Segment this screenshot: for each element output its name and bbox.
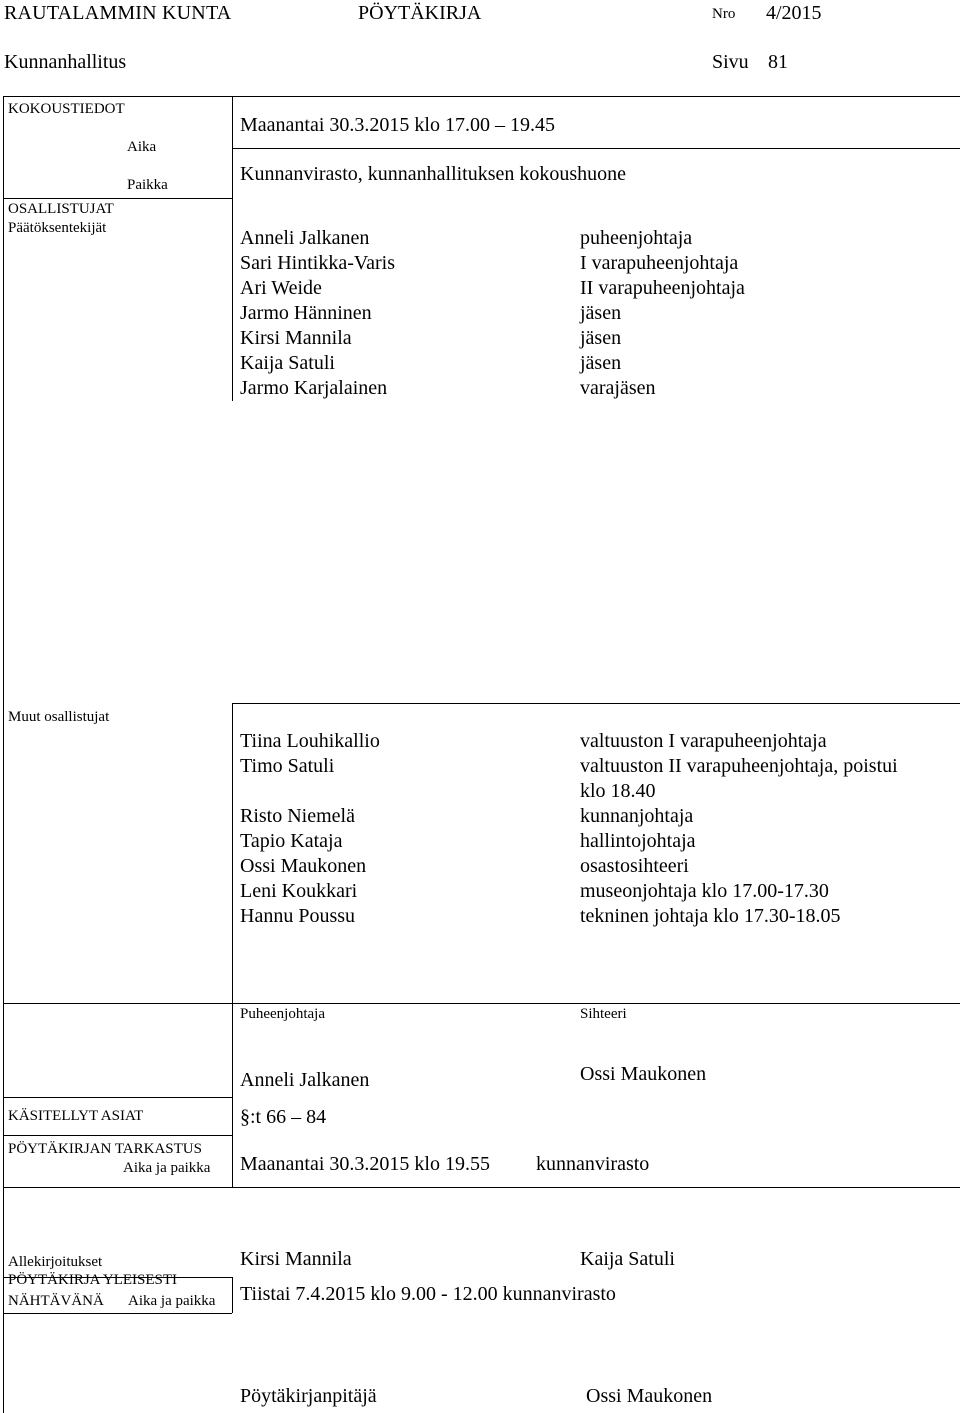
time-underline: [232, 148, 960, 149]
paatoksentekijat-label: Päätöksentekijät: [8, 220, 107, 236]
osallistujat-label: OSALLISTUJAT: [8, 201, 114, 217]
members-names: [240, 226, 395, 401]
other-role: kunnanjohtaja: [580, 805, 694, 827]
member-name: Kirsi Mannila: [240, 327, 352, 349]
time-label: Aika: [127, 139, 157, 155]
other-name: [240, 779, 380, 804]
other-role: museonjohtaja klo 17.00-17.30: [580, 880, 829, 902]
other-role: valtuuston II varapuheenjohtaja, poistui: [580, 755, 898, 777]
member-role: I varapuheenjohtaja: [580, 252, 739, 274]
yleisesti-label-1: PÖYTÄKIRJA YLEISESTI: [8, 1272, 178, 1288]
divider-signature: [232, 1003, 233, 1097]
member-role: varajäsen: [580, 377, 656, 399]
member-name: Kaija Satuli: [240, 352, 335, 374]
member-role: jäsen: [580, 302, 622, 324]
page-number: 81: [768, 51, 788, 73]
member-role: jäsen: [580, 352, 622, 374]
signer-2: Kaija Satuli: [580, 1248, 675, 1270]
divider-review: [232, 1097, 233, 1187]
public-bottom-line: [3, 1313, 232, 1314]
other-name: Risto Niemelä: [240, 805, 355, 827]
other-role: tekninen johtaja klo 17.30-18.05: [580, 905, 841, 927]
other-role: klo 18.40: [580, 780, 656, 802]
other-name: Ossi Maukonen: [240, 855, 367, 877]
tarkastus-time: Maanantai 30.3.2015 klo 19.55: [240, 1153, 490, 1175]
other-role: hallintojohtaja: [580, 830, 696, 852]
meeting-place: Kunnanvirasto, kunnanhallituksen kokoushuone: [240, 163, 627, 185]
muut-osallistujat-label: Muut osallistujat: [8, 709, 110, 725]
kasitellyt-asiat-value: §:t 66 – 84: [240, 1106, 327, 1128]
chair-name: Anneli Jalkanen: [240, 1069, 370, 1091]
other-role: osastosihteeri: [580, 855, 689, 877]
divider-public: [232, 1277, 233, 1313]
member-role: II varapuheenjohtaja: [580, 277, 745, 299]
nro-label: Nro: [712, 6, 736, 22]
other-role: valtuuston I varapuheenjohtaja: [580, 730, 827, 752]
member-name: Ari Weide: [240, 277, 322, 299]
place-label: Paikka: [127, 177, 168, 193]
divider-muut: [232, 703, 233, 1003]
allekirjoitukset-label: Allekirjoitukset: [8, 1254, 103, 1270]
tarkastus-label: PÖYTÄKIRJAN TARKASTUS: [8, 1141, 202, 1157]
document-type: PÖYTÄKIRJA: [358, 2, 482, 24]
member-role: jäsen: [580, 327, 622, 349]
secretary-name: Ossi Maukonen: [580, 1063, 707, 1085]
yleisesti-value: Tiistai 7.4.2015 klo 9.00 - 12.00 kunnanvirasto: [240, 1283, 616, 1305]
municipality-name: RAUTALAMMIN KUNTA: [4, 2, 232, 24]
member-name: Anneli Jalkanen: [240, 227, 370, 249]
meeting-time: Maanantai 30.3.2015 klo 17.00 – 19.45: [240, 114, 555, 136]
page-label: Sivu: [712, 51, 749, 73]
top-border: [3, 96, 960, 97]
yleisesti-label-2: NÄHTÄVÄNÄ: [8, 1293, 104, 1309]
osallistujat-top-line: [3, 198, 232, 199]
member-role: puheenjohtaja: [580, 227, 693, 249]
chair-label: Puheenjohtaja: [240, 1006, 325, 1022]
kokoustiedot-label: KOKOUSTIEDOT: [8, 101, 125, 117]
kasitellyt-asiat-label: KÄSITELLYT ASIAT: [8, 1108, 144, 1124]
other-name: Timo Satuli: [240, 755, 335, 777]
left-border: [3, 96, 4, 1413]
member-name: Jarmo Karjalainen: [240, 377, 388, 399]
members-roles: [580, 226, 745, 401]
review-bottom-line: [3, 1187, 960, 1188]
secretary-label: Sihteeri: [580, 1006, 627, 1022]
others-roles: [580, 729, 898, 929]
member-name: Jarmo Hänninen: [240, 302, 372, 324]
muut-top-line: [232, 703, 960, 704]
member-name: Sari Hintikka-Varis: [240, 252, 395, 274]
other-name: Tapio Kataja: [240, 830, 343, 852]
other-name: Tiina Louhikallio: [240, 730, 380, 752]
signer-1: Kirsi Mannila: [240, 1248, 352, 1270]
kasitellyt-bottom-line: [3, 1135, 232, 1136]
other-name: Hannu Poussu: [240, 905, 356, 927]
tarkastus-sub-label: Aika ja paikka: [123, 1160, 211, 1176]
signature-top-line: [3, 1003, 960, 1004]
poytakirjanpitaja-name: Ossi Maukonen: [586, 1385, 713, 1407]
nro-value: 4/2015: [766, 2, 822, 24]
poytakirjanpitaja-label: Pöytäkirjanpitäjä: [240, 1385, 377, 1407]
kasitellyt-top-line: [3, 1097, 232, 1098]
governing-body: Kunnanhallitus: [4, 51, 127, 73]
divider-top: [232, 96, 233, 401]
yleisesti-sub-label: Aika ja paikka: [128, 1293, 216, 1309]
tarkastus-place: kunnanvirasto: [536, 1153, 650, 1175]
other-name: Leni Koukkari: [240, 880, 358, 902]
others-names: [240, 729, 380, 929]
